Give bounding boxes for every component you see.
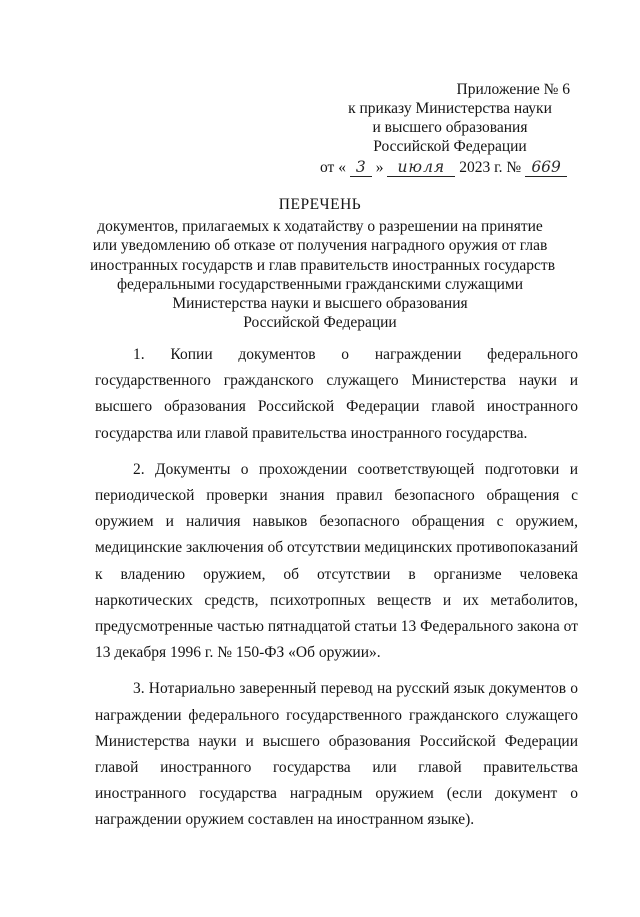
title-line-6: Российской Федерации: [243, 314, 397, 332]
order-date-line: [320, 158, 567, 177]
title-heading: ПЕРЕЧЕНЬ: [278, 196, 362, 213]
handwritten-order-number: 669: [525, 158, 567, 177]
appendix-header: [300, 80, 600, 156]
date-year: 2023 г. №: [459, 159, 522, 176]
order-reference-line-3: Российской Федерации: [373, 138, 527, 155]
title-line-5: Министерства науки и высшего образования: [172, 295, 468, 313]
handwritten-day: 3: [350, 158, 372, 177]
document-title: [90, 195, 556, 332]
order-reference-line-1: к приказу Министерства науки: [348, 100, 552, 117]
title-line-4: федеральными государственными гражданскими служащими: [116, 275, 524, 293]
date-mid: »: [375, 159, 384, 176]
title-line-2: или уведомлению об отказе от получения наградного оружия от глав: [92, 237, 548, 255]
document-body: [95, 342, 578, 844]
appendix-number: Приложение № 6: [456, 81, 570, 98]
title-line-1: документов, прилагаемых к ходатайству о разрешении на принятие: [97, 218, 543, 236]
date-prefix: от «: [320, 159, 346, 176]
paragraph-1: 1. Копии документов о награждении федерального государственного гражданского служащего Министерства науки и высшего образования Российской Федерации главой иностранного государства или главой правительства иностранного государства.: [95, 346, 578, 442]
title-line-3: иностранных государств и глав правительств иностранных государств: [90, 256, 556, 274]
paragraph-3: 3. Нотариально заверенный перевод на русский язык документов о награждении федерального государственного гражданского служащего Министерства науки и высшего образования Российской Федерации главой иностранного государства или главой правительства иностранного государства наградным оружием (если документ о награждении оружием составлен на иностранном языке).: [95, 680, 578, 829]
handwritten-month: июля: [387, 158, 455, 177]
order-reference-line-2: и высшего образования: [372, 119, 528, 136]
paragraph-2: 2. Документы о прохождении соответствующей подготовки и периодической проверки знания правил безопасного обращения с оружием и наличия навыков безопасного обращения с оружием, медицинские заключения об отсутствии медицинских противопоказаний к владению оружием, об отсутствии в организме человека наркотических средств, психотропных веществ и их метаболитов, предусмотренные частью пятнадцатой статьи 13 Федерального закона от 13 декабря 1996 г. № 150-ФЗ «Об оружии».: [95, 460, 578, 662]
